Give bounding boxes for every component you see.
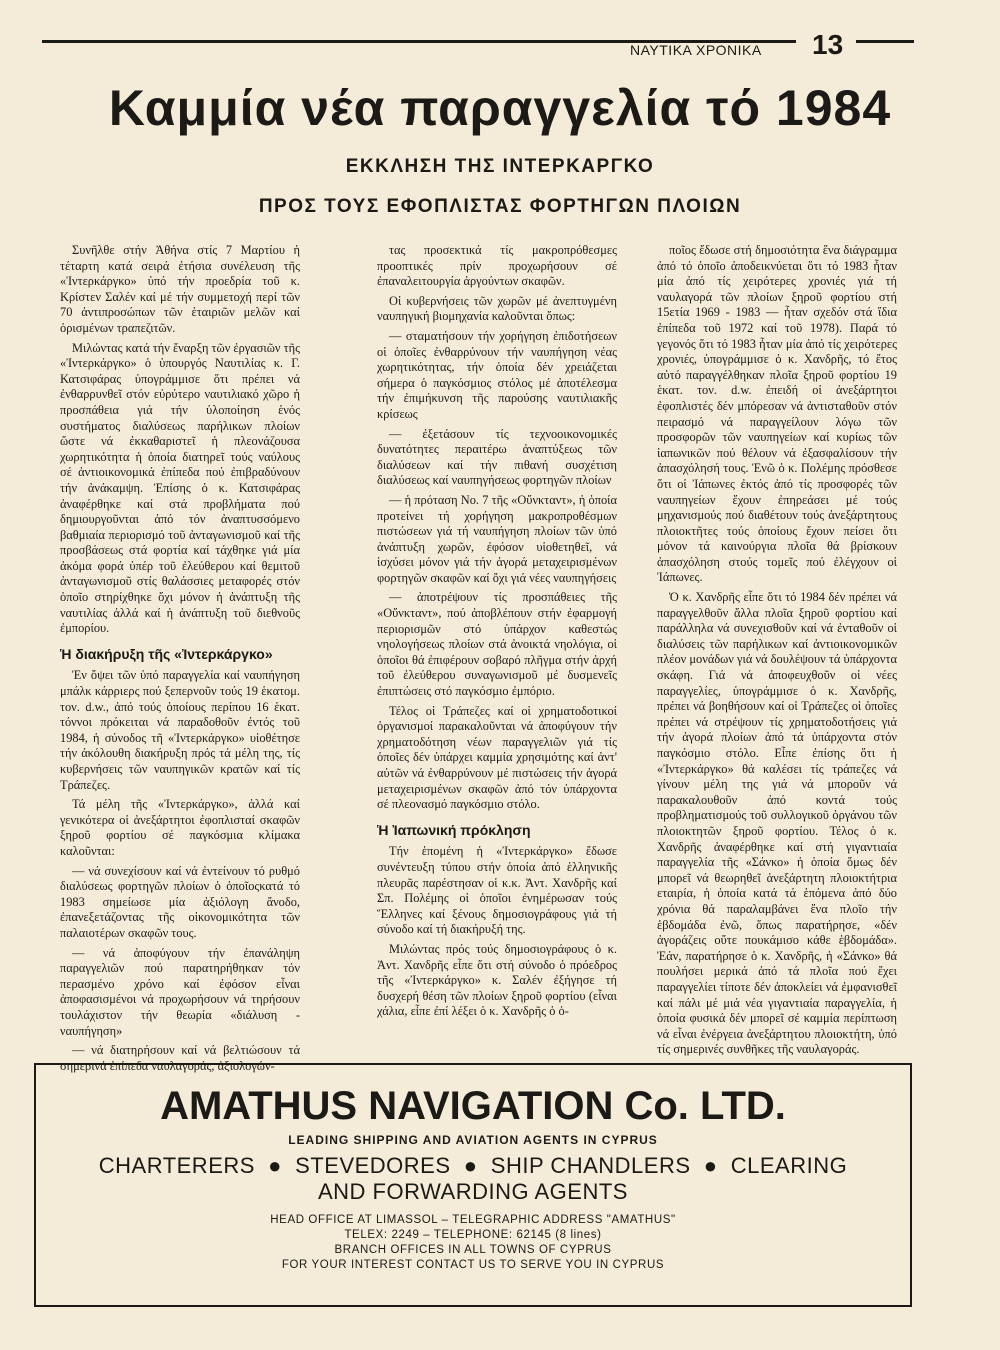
ad-tagline: LEADING SHIPPING AND AVIATION AGENTS IN CYPRUS [288,1133,658,1147]
article-subtitle-1: ΕΚΚΛΗΣΗ ΤΗΣ ΙΝΤΕΡΚΑΡΓΚΟ [345,156,655,177]
paragraph: — ἐξετάσουν τίς τεχνοοικονομικές δυνατότητες περαιτέρω ἀναπτύξεως τῶν διαλύσεων καί τήν πιθανή συσχέτιση διαλύσεως καί ναυπηγήσεως φορτηγῶν πλοίων [377,426,617,488]
ad-company-name: AMATHUS NAVIGATION Co. LTD. [160,1084,786,1128]
paragraph: Τά μέλη τῆς «Ἰντερκάργκο», ἀλλά καί γενικότερα οἱ ἀνεξάρτητοι ἐφοπλισταί σκαφῶν ξηροῦ φορτίου σέ παγκόσμια κλίμακα καλοῦνται: [60,797,300,858]
paragraph: — νά ἀποφύγουν τήν ἐπανάληψη παραγγελιῶν πού παρατηρήθηκαν τόν περασμένο χρόνο καί ἐφόσον εἶναι ἀποφασισμένοι νά προχωρήσουν νά τηρήσουν τουλάχιστον τήν θεωρία «διάλυση - ναυπήγηση» [60,945,300,1038]
paragraph: — νά συνεχίσουν καί νά ἐντείνουν τό ρυθμό διαλύσεως φορτηγῶν πλοίων ὁ ὁποῖοςκατά τό 1983 σημείωσε μία ἀξιόλογη ἄνοδο, ἐπανεξετάζοντας τῆς οἰκονομικότητα τῶν παλαιοτέρων σκαφῶν τους. [60,863,300,940]
ad-head-office: HEAD OFFICE AT LIMASSOL – TELEGRAPHIC ADDRESS "AMATHUS" [270,1214,676,1226]
paragraph: — νά διατηρήσουν καί νά βελτιώσουν τά σημερινά ἐπίπεδα ναυλαγοράς, ἀξιολογών- [60,1043,300,1073]
running-head: ΝΑΥΤΙΚΑ ΧΡΟΝΙΚΑ [630,42,762,58]
paragraph: Μιλώντας πρός τούς δημοσιογράφους ὁ κ. Ἀντ. Χανδρῆς εἶπε ὅτι στή σύνοδο ὁ πρόεδρος τῆς «Ἰντερκάργκο» κ. Σαλέν ἐξήγησε τή δυσχερή θέση τῶν πλοίων ξηροῦ φορτίου (εἶναι χάλια, εἶπε ἐπί λέξει ὁ κ. Χανδρῆς ὁ ὁ- [377,941,617,1019]
ad-services-line-1: CHARTERERS ● STEVEDORES ● SHIP CHANDLERS ● CLEARING [98,1153,848,1178]
ad-services-line-2: AND FORWARDING AGENTS [318,1179,628,1204]
paragraph: — ἡ πρόταση Νο. 7 τῆς «Οὔνκταντ», ἡ ὁποία προτείνει τή χορήγηση μακροπροθέσμων πιστώσεων γιά τή ναυπήγηση πλοίων τῶν ὑπό ἀνάπτυξη χωρῶν, ἐφόσον υἱοθετηθεῖ, νά ἰσχύσει μόνον γιά τήν ἀγορά μεταχειρισμένων φορτηγῶν σκαφῶν καί ὄχι γιά νέες ναυπηγήσεις [377,492,617,585]
paragraph: Οἱ κυβερνήσεις τῶν χωρῶν μέ ἀνεπτυγμένη ναυπηγική βιομηχανία καλοῦνται ὅπως: [377,293,617,324]
ad-contact-numbers: TELEX: 2249 – TELEPHONE: 62145 (8 lines) [344,1229,602,1241]
section-heading: Ἡ διακήρυξη τῆς «Ἰντερκάργκο» [60,645,273,662]
header-rule-right [856,40,914,43]
paragraph: τας προσεκτικά τίς μακροπρόθεσμες προοπτικές πρίν προχωρήσουν σέ ἐπαναλειτουργία ἀργούντων σκαφῶν. [377,243,617,289]
column-1 [60,243,300,1078]
column-2 [377,243,617,1024]
advertisement-box [34,1063,912,1307]
ad-branch-offices: BRANCH OFFICES IN ALL TOWNS OF CYPRUS [334,1244,612,1256]
paragraph: Ὁ κ. Χανδρῆς εἶπε ὅτι τό 1984 δέν πρέπει νά παραγγελθοῦν ἄλλα πλοῖα ξηροῦ φορτίου καί παράλληλα νά συνεχισθοῦν καί νά ἐνταθοῦν οἱ διαλύσεις τῶν παρήλικων καί ἀντιοικονομικῶν πλέον μονάδων γιά νά δουλέψουν τά ὑπάρχοντα σκάφη. Γιά νά ἀποφευχθοῦν οἱ νέες παραγγελίες, ὑπογράμμισε ὁ κ. Χανδρῆς, πρέπει νά βοηθήσουν καί οἱ Τράπεζες οἱ ὁποῖες πρέπει νά στρέψουν τίς χρηματοδοτήσεις γιά τήν ἀγορά πλοίων ἀπό τά ὑπάρχοντα στόν παγκόσμιο στόλο. Εἶπε ἐπίσης ὅτι ἡ «Ἰντερκάργκο» θά καλέσει τίς τράπεζες νά γίνουν μέλη της γιά νά μποροῦν νά παρακαλουθοῦν ἀπό κοντά τούς προβληματισμούς τοῦ συλλογικοῦ ὀργάνου τῶν πλοιοκτητῶν ξηροῦ φορτίου. Τέλος ὁ κ. Χανδρῆς ἀναφέρθηκε καί στή γιγαντιαία παραγγελία τῆς «Σάνκο» ἡ ὁποία ὅμως δέν μπορεῖ νά θεωρηθεῖ ἀνεξάρτητη πλοιοκτήτρια εταιρία, ἡ ὁποία κατά τά ἑπόμενα ἀπό δύο χρόνια θά παραλαμβάνει ἕνα πλοῖο τήν ἑβδομάδα ἐνῶ, ὅπως παρατήρησε, «δέν ἀγοράζεις οὔτε πουκάμισο κάθε ἑβδομάδα». Ἐάν, παρατήρησε ὁ κ. Χανδρῆς, ἡ «Σάνκο» θά πουλήσει μερικά ἀπό τά πλοῖα πού ἔχει παραγγελίει τίποτε δέν ἀποκλείει νά ἐμφανισθεῖ καί πάλι μέ μιά νέα γιγαντιαία παραγγελία, ἡ ὁποία φυσικά δέν μπορεῖ σέ καμμία περίπτωση νά εἶναι ἐνέργεια ἀνεξάρτητου πλοιοκτήτη, ὑπό τίς σημερινές συνθῆκες τῆς ναυλαγοράς. [657,590,897,1057]
ad-services [36,1153,910,1205]
paragraph: Ἐν ὄψει τῶν ὑπό παραγγελία καί ναυπήγηση μπάλκ κάρριερς πού ξεπερνοῦν τούς 19 ἑκατομ. τον. d.w., ἀπό τούς ὁποίους περίπου 16 ἑκατ. τόννοι πρόκειται νά παραδοθοῦν ἐντός τοῦ 1984, ἡ σύνοδος τῆ «Ἰντερκάργκο» υἱοθέτησε τήν ἀκόλουθη διακήρυξη πρός τά μέλη της, τίς κυβερνήσεις τῶν ναυπηγικῶν κρατῶν καί τίς Τράπεζες. [60,668,300,792]
paragraph: Τήν ἑπομένη ἡ «Ἰντερκάργκο» ἔδωσε συνέντευξη τύπου στήν ὁποία ἀπό ἑλληνικῆς πλευρᾶς παρέστησαν οἱ κ.κ. Ἀντ. Χανδρῆς καί Σπ. Πολέμης οἱ ὁποῖοι ἐνημέρωσαν τούς Ἕλληνες καί ξένους δημοσιογράφους γιά τή σύνοδο καί τή διακήρυξή της. [377,844,617,937]
paragraph: Τέλος οἱ Τράπεζες καί οἱ χρηματοδοτικοί ὀργανισμοί παρακαλοῦνται νά ἀποφύγουν τήν χρηματοδότηση νέων παραγγελιῶν γιά τίς ὁποῖες δέν ὑπάρχει καμμία χρησιμότης καί ἀντ' αὐτῶν νά ἐνθαρρύνουν μέ πιστώσεις τήν ἀγορά μεταχειρισμένων σκαφῶν ἀπό τόν ὑπάρχοντα σέ πλεονασμό παγκόσμιο στόλο. [377,703,617,812]
article-subtitle-2: ΠΡΟΣ ΤΟΥΣ ΕΦΟΠΛΙΣΤΑΣ ΦΟΡΤΗΓΩΝ ΠΛΟΙΩΝ [258,196,742,217]
column-3 [657,243,897,1062]
article-headline: Καμμία νέα παραγγελία τό 1984 [108,80,892,136]
paragraph: Συνῆλθε στήν Ἀθήνα στίς 7 Μαρτίου ἡ τέταρτη κατά σειρά ἐτήσια συνέλευση τῆς «Ἰντερκάργκο» ὑπό τήν προεδρία τοῦ κ. Κρίστεν Σαλέν καί μέ τήν συμμετοχή περί τῶν 70 ἀντιπροσώπων τῶν ἑταιριῶν μελῶν καί ὁρισμένων τραπεζιτῶν. [60,243,300,335]
section-heading: Ἡ Ἰαπωνική πρόκληση [377,821,531,838]
paragraph: — σταματήσουν τήν χορήγηση ἐπιδοτήσεων οἱ ὁποῖες ἐνθαρρύνουν τήν ναυπήγηση νέας χωρητικότητας, τήν ὁποία δέν χρειάζεται σήμερα ὁ παγκόσμιος στόλος μέ ἀποτέλεσμα τήν ἐπιμήκυνση τῆς παρούσης ναυτιλιακῆς κρίσεως [377,328,617,421]
paragraph: Μιλώντας κατά τήν ἔναρξη τῶν ἐργασιῶν τῆς «Ἰντερκάργκο» ὁ ὑπουργός Ναυτιλίας κ. Γ. Κατσιφάρας ὑπογράμμισε ὅτι πρέπει νά ἐνθαρρυνθεῖ στόν εὐρύτερο ναυτιλιακό χῶρο ἡ προσπάθεια γιά τήν ὑλοποίηση ἑνός συστήματος διαλύσεως παρήλικων πλοίων ὥστε νά ἐκκαθαριστεῖ ἡ πλεονάζουσα χωρητικότητα ἡ ὁποία διατηρεῖ τούς ναύλους σέ ἀντιοικονομικά ἐπίπεδα πού ἐπιβραδύνουν τήν ἀνάκαμψη. Ἐπίσης ὁ κ. Κατσιφάρας ἀναφέρθηκε καί στά προβλήματα πού δημιουργοῦνται ἀπό τόν ἀναπτυσσόμενο βαθμιαία περιορισμό τοῦ ἀνταγωνισμοῦ καί τῆς προσβάσεως στά φορτία καί τάχθηκε γιά μία ἀκόμα φορά ὑπέρ τοῦ ἐλεύθερου καί θεμιτοῦ ἀνταγωνισμοῦ στίς θαλάσσιες μεταφορές στόν ὁποῖο στηρίχθηκε ὄχι μόνον ἡ ἀνάπτυξη τῆς ναυτιλίας ἀλλά καί ἡ ἀνάπτυξη τοῦ διεθνοῦς ἐμπορίου. [60,340,300,636]
paragraph: — ἀποτρέψουν τίς προσπάθειες τῆς «Οὔνκταντ», πού ἀποβλέπουν στήν ἐφαρμογή περιορισμῶν στό ὑπάρχον καθεστώς νηολογήσεως πλοίων στά ἀνοικτά νηολόγια, οἱ ὁποῖοι θά ἐπιφέρουν σοβαρό πλῆγμα στήν ἀρχή τοῦ ἐλεύθερου συναγωνισμοῦ μέ δυσμενεῖς ἐπιπτώσεις στό παγκόσμιο ἐμπόριο. [377,590,617,699]
ad-contact-invitation: FOR YOUR INTEREST CONTACT US TO SERVE YOU IN CYPRUS [281,1259,665,1271]
page-number: 13 [812,29,844,60]
paragraph: ποῖος ἔδωσε στή δημοσιότητα ἕνα διάγραμμα ἀπό τό ὁποῖο ἀποδεικνύεται ὅτι τό 1983 ἦταν μία ἀπό τίς χειρότερες χρονιές γιά τή ναυλαγορά τῶν πλοίων ξηροῦ φορτίου στή 15ετία 1969 - 1983 — ἦταν σχεδόν στά ἴδια ἐπίπεδα τοῦ 1972 καί τοῦ 1978). Παρά τό γεγονός ὅτι τό 1983 ἦταν μία ἀπό τίς χειρότερες χρονιές, ὑπογράμμισε ὁ κ. Χανδρῆς, τό ἔτος αὐτό παραγγέλθηκαν πλοῖα ξηροῦ φορτίου 19 ἑκατ. τον. d.w. ἐπειδή οἱ ἀνεξάρτητοι ἐφοπλιστές δέν μπόρεσαν νά ἀντισταθοῦν στόν πειρασμό νά παραγγείλουν λόγω τῶν προσφορῶν τῶν ναυπηγείων καί κυρίως τῶν ἰαπωνικῶν πού θέλουν νά ἐξασφαλίσουν τήν ἀπασχόλησή τους. Ἐνῶ ὁ κ. Πολέμης πρόσθεσε ὅτι οἱ Ἰάπωνες ἐκτός ἀπό τίς προσφορές τῶν ναυπηγείων ἔχουν ἐπηρεάσει μέ τούς μηχανισμούς πού διαθέτουν τούς ἀνεξάρτητους πλοιοκτῆτες τούς ὁποίους ἔχουν πείσει ὅτι μόνον τά καινούργια πλοῖα θά βρίσκουν ἀπασχόληση στούς τομεῖς πού ἐλέγχουν οἱ Ἰάπωνες. [657,243,897,585]
